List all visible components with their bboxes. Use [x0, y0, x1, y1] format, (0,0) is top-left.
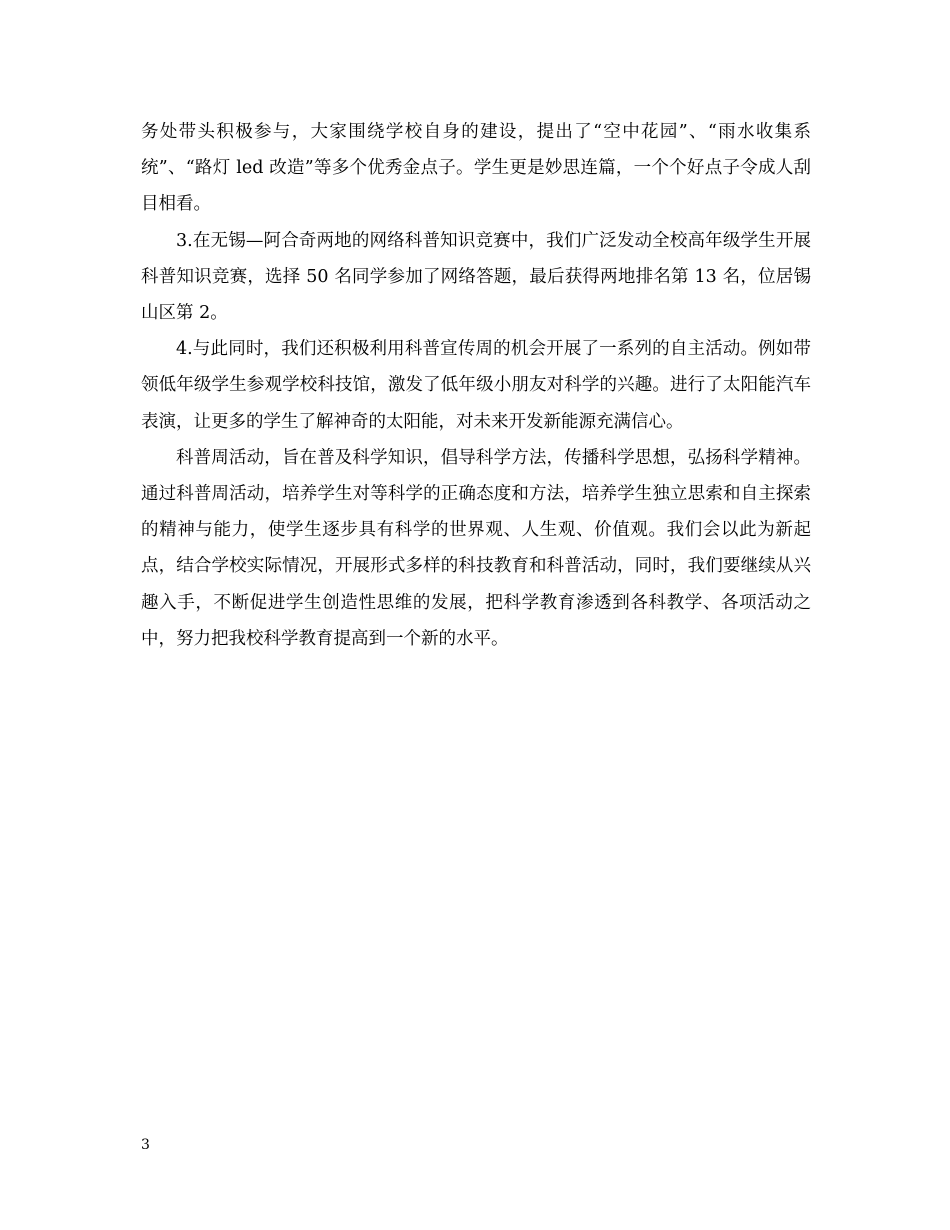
- body-text: [141, 114, 811, 657]
- paragraph-item-4: 4.与此同时，我们还积极利用科普宣传周的机会开展了一系列的自主活动。例如带领低年级学生参观学校科技馆，激发了低年级小朋友对科学的兴趣。进行了太阳能汽车表演，让更多的学生了解神奇的太阳能，对未来开发新能源充满信心。: [141, 339, 811, 432]
- paragraph-continuation: 务处带头积极参与，大家围绕学校自身的建设，提出了“空中花园”、“雨水收集系统”、“路灯 led 改造”等多个优秀金点子。学生更是妙思连篇，一个个好点子令成人刮目相看。: [141, 122, 811, 215]
- paragraph-conclusion: 科普周活动，旨在普及科学知识，倡导科学方法，传播科学思想，弘扬科学精神。通过科普周活动，培养学生对等科学的正确态度和方法，培养学生独立思索和自主探索的精神与能力，使学生逐步具有科学的世界观、人生观、价值观。我们会以此为新起点，结合学校实际情况，开展形式多样的科技教育和科普活动，同时，我们要继续从兴趣入手，不断促进学生创造性思维的发展，把科学教育渗透到各科教学、各项活动之中，努力把我校科学教育提高到一个新的水平。: [141, 447, 811, 649]
- paragraph-item-3: 3.在无锡—阿合奇两地的网络科普知识竞赛中，我们广泛发动全校高年级学生开展科普知识竞赛，选择 50 名同学参加了网络答题，最后获得两地排名第 13 名，位居锡山区第 2。: [141, 230, 811, 324]
- page-number: 3: [141, 1137, 150, 1153]
